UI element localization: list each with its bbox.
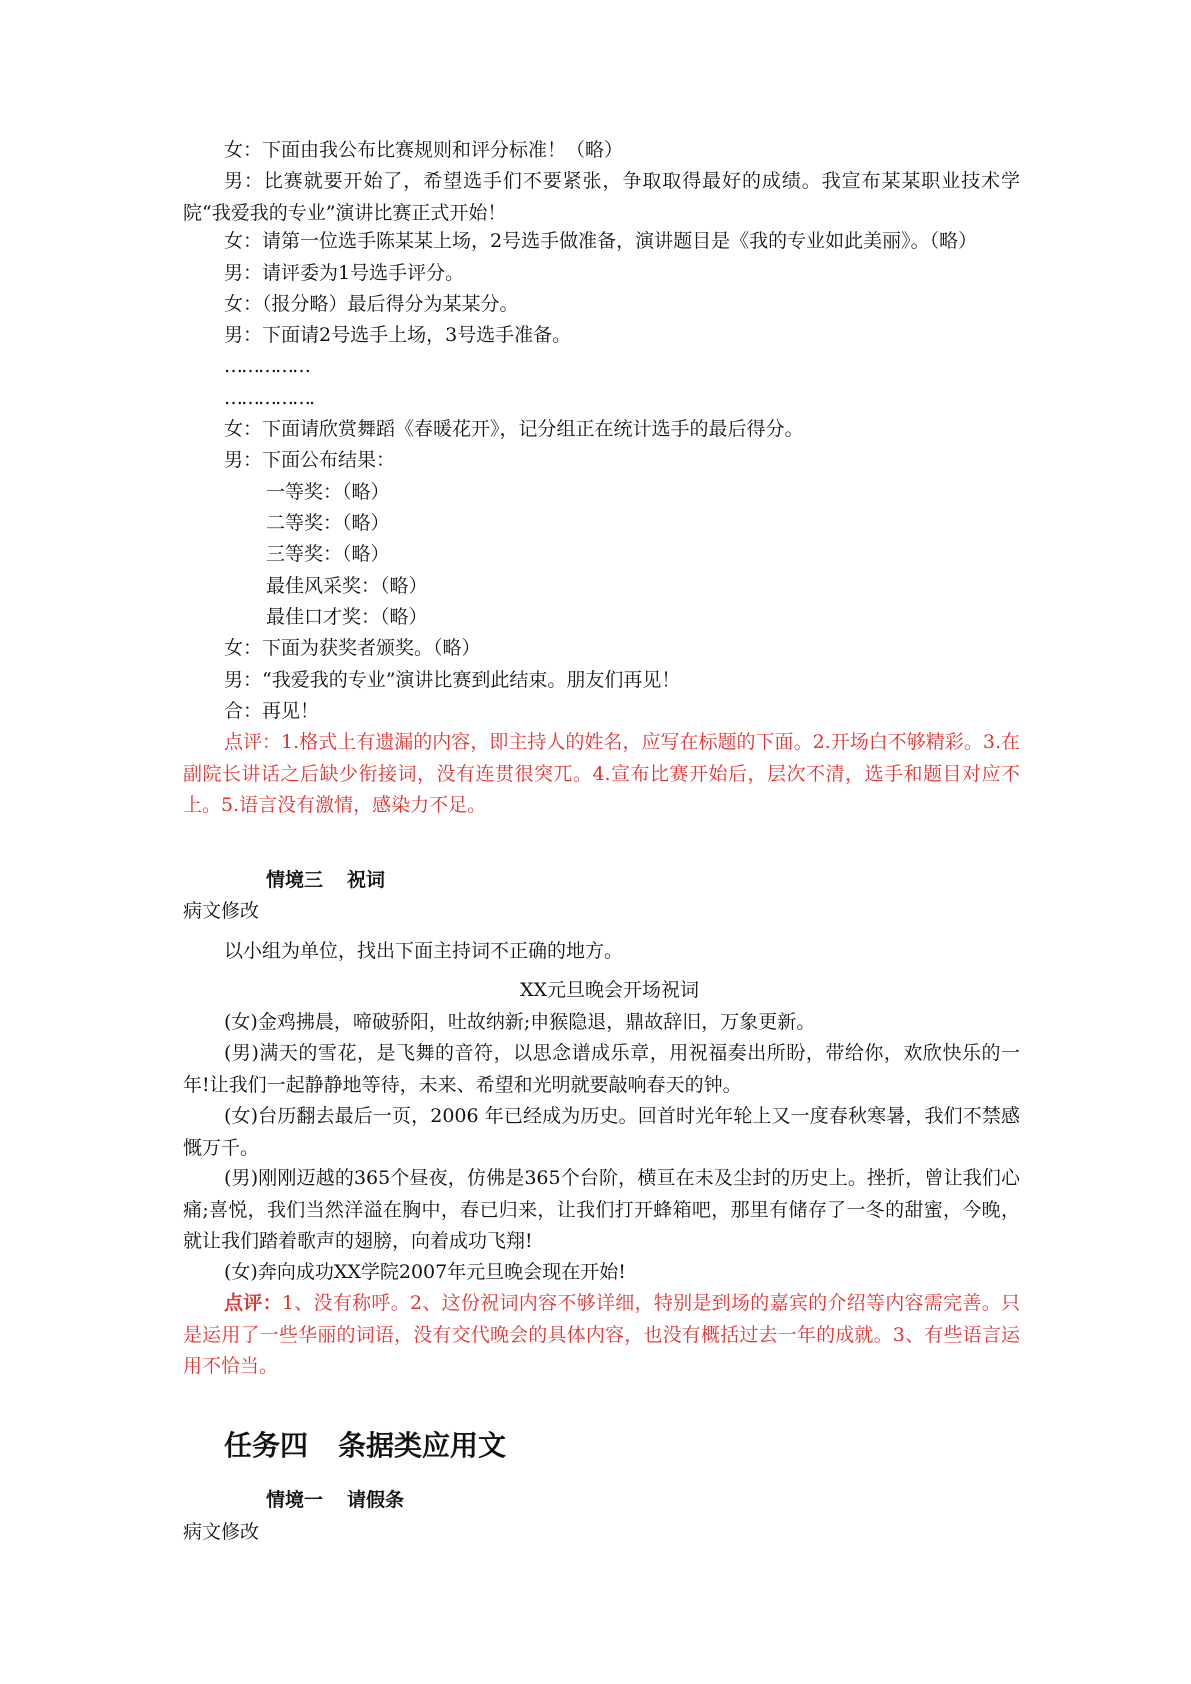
dialogue-line: 女：下面请欣赏舞蹈《春暖花开》，记分组正在统计选手的最后得分。 [224, 418, 804, 440]
dialogue-paragraph: 男：比赛就要开始了，希望选手们不要紧张，争取取得最好的成绩。我宣布某某职业技术学院“我爱我的专业”演讲比赛正式开始！ [183, 170, 1020, 224]
dialogue-line: 男：“我爱我的专业”演讲比赛到此结束。朋友们再见！ [224, 669, 681, 691]
instruction: 以小组为单位，找出下面主持词不正确的地方。 [224, 940, 624, 962]
section-label: 病文修改 [183, 1521, 260, 1543]
section-label: 病文修改 [183, 900, 260, 922]
review-comment: 点评：1.格式上有遗漏的内容，即主持人的姓名，应写在标题的下面。2.开场白不够精彩。3.在副院长讲话之后缺少衔接词，没有连贯很突兀。4.宣布比赛开始后，层次不清，选手和题目对应不上。5.语言没有激情，感染力不足。 [183, 731, 1020, 816]
review-comment [183, 1288, 1020, 1383]
task-heading [224, 1426, 506, 1466]
dialogue-line: 男：下面请2号选手上场，3号选手准备。 [224, 324, 572, 346]
ellipsis-line: …………… [224, 355, 309, 377]
speech-paragraph: (男)满天的雪花，是飞舞的音符，以思念谱成乐章，用祝福奏出所盼，带给你，欢欣快乐的一年!让我们一起静静地等待，未来、希望和光明就要敲响春天的钟。 [183, 1042, 1020, 1096]
dialogue-line: 男：下面公布结果： [224, 449, 396, 471]
dialogue-line: 合：再见！ [224, 700, 320, 722]
dialogue-line: 女：请第一位选手陈某某上场，2号选手做准备，演讲题目是《我的专业如此美丽》。（略） [224, 230, 978, 252]
subsection-heading-number: 情境一 [266, 1489, 324, 1511]
section-heading [266, 865, 385, 896]
speech-paragraph: (女)金鸡拂晨，啼破骄阳，吐故纳新;申猴隐退，鼎故辞旧，万象更新。 [224, 1011, 816, 1033]
award-line: 最佳口才奖：（略） [266, 606, 428, 628]
subsection-heading [266, 1485, 404, 1516]
dialogue-line: 女：下面为获奖者颁奖。（略） [224, 637, 481, 659]
dialogue-line: 女：下面由我公布比赛规则和评分标准！（略） [224, 139, 624, 161]
subsection-heading-title: 请假条 [347, 1489, 405, 1511]
speech-paragraph: (女)台历翻去最后一页，2006 年已经成为历史。回首时光年轮上又一度春秋寒暑，我们不禁感慨万千。 [183, 1105, 1020, 1159]
section-heading-number: 情境三 [266, 869, 324, 891]
award-line: 最佳风采奖：（略） [266, 575, 428, 597]
speech-title: XX元旦晚会开场祝词 [520, 979, 700, 1001]
task-heading-title: 条据类应用文 [338, 1429, 507, 1462]
speech-paragraph: (女)奔向成功XX学院2007年元旦晚会现在开始! [224, 1261, 626, 1283]
award-line: 二等奖：（略） [266, 512, 390, 534]
section-heading-title: 祝词 [347, 869, 386, 891]
award-line: 三等奖：（略） [266, 543, 390, 565]
ellipsis-line: ……………. [224, 387, 314, 409]
dialogue-line: 男：请评委为1号选手评分。 [224, 262, 465, 284]
award-line: 一等奖：（略） [266, 481, 390, 503]
speech-paragraph: (男)刚刚迈越的365个昼夜，仿佛是365个台阶，横亘在未及尘封的历史上。挫折，曾让我们心痛;喜悦，我们当然洋溢在胸中，春已归来，让我们打开蜂箱吧，那里有储存了一冬的甜蜜，今晚，就让我们踏着歌声的翅膀，向着成功飞翔! [183, 1167, 1020, 1252]
review-text: 1、没有称呼。2、这份祝词内容不够详细，特别是到场的嘉宾的介绍等内容需完善。只是运用了一些华丽的词语，没有交代晚会的具体内容，也没有概括过去一年的成就。3、有些语言运用不恰当。 [183, 1292, 1020, 1377]
dialogue-line: 女：（报分略）最后得分为某某分。 [224, 293, 519, 315]
review-label: 点评： [224, 1292, 282, 1314]
task-heading-number: 任务四 [224, 1429, 309, 1462]
